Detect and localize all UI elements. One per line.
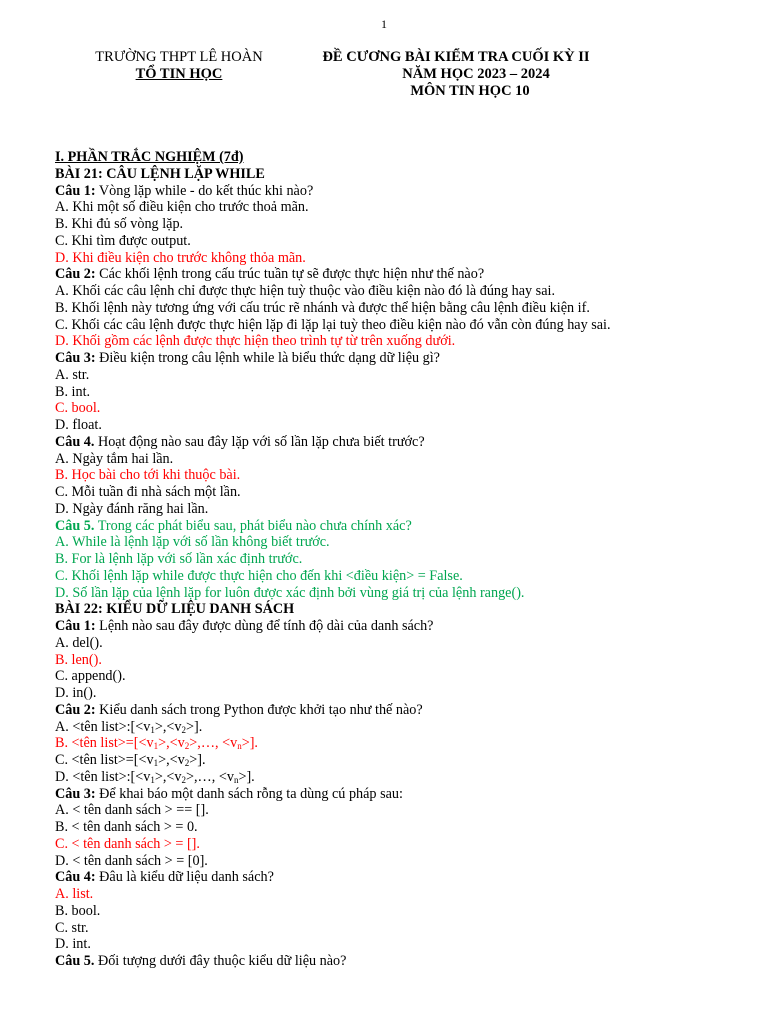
question-label: Câu 5. xyxy=(55,953,95,969)
option: C. append(). xyxy=(55,668,126,685)
question-label: Câu 2: xyxy=(55,266,96,283)
option: D. < tên danh sách > = [0]. xyxy=(55,852,208,869)
question-label: Câu 5. xyxy=(55,517,95,534)
question-text: Kiểu danh sách trong Python được khởi tạo như thế nào? xyxy=(95,701,423,718)
option-text: >]. xyxy=(186,718,203,735)
option xyxy=(55,752,745,769)
correct-option: D. Khi điều kiện cho trước không thỏa mãn. xyxy=(55,249,306,266)
option: D. float. xyxy=(55,417,102,433)
option-text: >,<v xyxy=(158,735,185,752)
question xyxy=(55,786,745,803)
section-title: I. PHẦN TRẮC NGHIỆM (7đ) xyxy=(55,149,244,165)
lesson-21-title: BÀI 21: CÂU LỆNH LẶP WHILE xyxy=(55,165,265,182)
question-label: Câu 1: xyxy=(55,182,96,199)
option: A. del(). xyxy=(55,634,103,651)
correct-option: B. len(). xyxy=(55,651,102,668)
option xyxy=(55,719,745,736)
question xyxy=(55,266,745,283)
question-text: Lệnh nào sau đây được dùng để tính độ dài của danh sách? xyxy=(95,618,434,634)
subscript: 2 xyxy=(181,724,186,735)
document-title: ĐỀ CƯƠNG BÀI KIỂM TRA CUỐI KỲ II xyxy=(322,49,590,65)
question xyxy=(55,350,745,367)
option: B. int. xyxy=(55,383,91,400)
option: D. int. xyxy=(55,936,91,953)
option: D. Ngày đánh răng hai lần. xyxy=(55,500,209,517)
header-school-block xyxy=(88,49,270,83)
option: C. Mỗi tuần đi nhà sách một lần. xyxy=(55,484,241,500)
option: B. < tên danh sách > = 0. xyxy=(55,819,198,835)
document-body xyxy=(55,149,745,970)
question-text: Trong các phát biểu sau, phát biểu nào chưa chính xác? xyxy=(94,517,412,534)
subscript: 1 xyxy=(153,741,159,752)
option-highlighted: C. Khối lệnh lặp while được thực hiện cho đến khi <điều kiện> = False. xyxy=(55,567,463,584)
question-label: Câu 3: xyxy=(55,785,96,802)
option: C. Khi tìm được output. xyxy=(55,232,191,249)
option: B. bool. xyxy=(55,902,101,919)
question-label: Câu 1: xyxy=(55,618,96,634)
option xyxy=(55,769,745,786)
option: C. Khối các câu lệnh được thực hiện lặp đi lặp lại tuỳ theo điều kiện nào đó vẫn còn đúng hay sai. xyxy=(55,316,611,333)
question-label: Câu 3: xyxy=(55,350,96,366)
question xyxy=(55,869,745,886)
option: A. Ngày tắm hai lần. xyxy=(55,450,174,467)
subscript: 1 xyxy=(153,758,159,768)
option: A. str. xyxy=(55,366,90,383)
question-text: Đối tượng dưới đây thuộc kiểu dữ liệu nào? xyxy=(94,953,347,969)
correct-option xyxy=(55,735,745,752)
question xyxy=(55,434,745,451)
option-text: C. <tên list>=[<v xyxy=(55,752,154,768)
question-text: Đâu là kiểu dữ liệu danh sách? xyxy=(95,869,274,886)
option-text: >]. xyxy=(241,735,258,752)
option-highlighted: B. For là lệnh lặp với số lần xác định trước. xyxy=(55,551,303,567)
correct-option: C. < tên danh sách > = []. xyxy=(55,835,200,852)
option: D. in(). xyxy=(55,685,97,701)
correct-option: D. Khối gồm các lệnh được thực hiện theo trình tự từ trên xuống dưới. xyxy=(55,333,456,350)
option-text: >]. xyxy=(189,752,206,768)
option-text: >,<v xyxy=(154,768,182,785)
option-text: >,<v xyxy=(158,752,185,768)
lesson-22-title: BÀI 22: KIỂU DỮ LIỆU DANH SÁCH xyxy=(55,601,295,618)
option: C. str. xyxy=(55,919,89,936)
option-text: >,<v xyxy=(154,718,182,735)
subscript: 2 xyxy=(184,758,190,768)
option-text: D. <tên list>:[<v xyxy=(55,768,151,785)
option-text: B. <tên list>=[<v xyxy=(55,735,154,752)
school-year: NĂM HỌC 2023 – 2024 xyxy=(402,66,550,82)
option-highlighted: A. While là lệnh lặp với số lần không biết trước. xyxy=(55,534,330,551)
option: A. < tên danh sách > == []. xyxy=(55,802,209,819)
option-text: A. <tên list>:[<v xyxy=(55,718,151,735)
subscript: n xyxy=(237,741,242,752)
question-text: Vòng lặp while - do kết thúc khi nào? xyxy=(95,182,314,199)
question xyxy=(55,618,745,635)
question-label: Câu 4: xyxy=(55,869,96,886)
subscript: n xyxy=(233,774,239,785)
subject: MÔN TIN HỌC 10 xyxy=(410,83,530,99)
question-text: Để khai báo một danh sách rỗng ta dùng cú pháp sau: xyxy=(95,785,403,802)
option-highlighted: D. Số lần lặp của lệnh lặp for luôn được xác định bởi vùng giá trị của lệnh range(). xyxy=(55,584,525,601)
option-text: >,…, <v xyxy=(186,768,234,785)
question xyxy=(55,183,745,200)
page-number: 1 xyxy=(381,17,387,31)
school-name: TRƯỜNG THPT LÊ HOÀN xyxy=(95,49,263,65)
question-label: Câu 4. xyxy=(55,433,95,450)
option: A. Khi một số điều kiện cho trước thoả mãn. xyxy=(55,199,309,216)
option: B. Khi đủ số vòng lặp. xyxy=(55,216,184,232)
subscript: 1 xyxy=(150,774,155,785)
question-label: Câu 2: xyxy=(55,701,96,718)
header-title-block xyxy=(300,49,612,100)
option-text: >,…, <v xyxy=(189,735,238,752)
correct-option: A. list. xyxy=(55,886,94,902)
correct-option: C. bool. xyxy=(55,400,101,417)
question-text: Hoạt động nào sau đây lặp với số lần lặp chưa biết trước? xyxy=(94,433,425,450)
department-name: TỔ TIN HỌC xyxy=(135,66,223,82)
subscript: 1 xyxy=(150,724,155,735)
question-text: Điều kiện trong câu lệnh while là biểu thức dạng dữ liệu gì? xyxy=(95,350,440,366)
option-text: >]. xyxy=(238,768,255,785)
option: A. Khối các câu lệnh chỉ được thực hiện tuỳ thuộc vào điều kiện nào đó là đúng hay sai. xyxy=(55,283,555,299)
correct-option: B. Học bài cho tới khi thuộc bài. xyxy=(55,467,241,484)
question xyxy=(55,953,745,970)
subscript: 2 xyxy=(184,741,190,752)
option: B. Khối lệnh này tương ứng với cấu trúc rẽ nhánh và được thể hiện bằng câu lệnh điều kiện if. xyxy=(55,299,590,316)
question xyxy=(55,702,745,719)
question-text: Các khối lệnh trong cấu trúc tuần tự sẽ được thực hiện như thế nào? xyxy=(95,266,485,283)
question-highlighted xyxy=(55,518,745,535)
subscript: 2 xyxy=(181,774,186,785)
